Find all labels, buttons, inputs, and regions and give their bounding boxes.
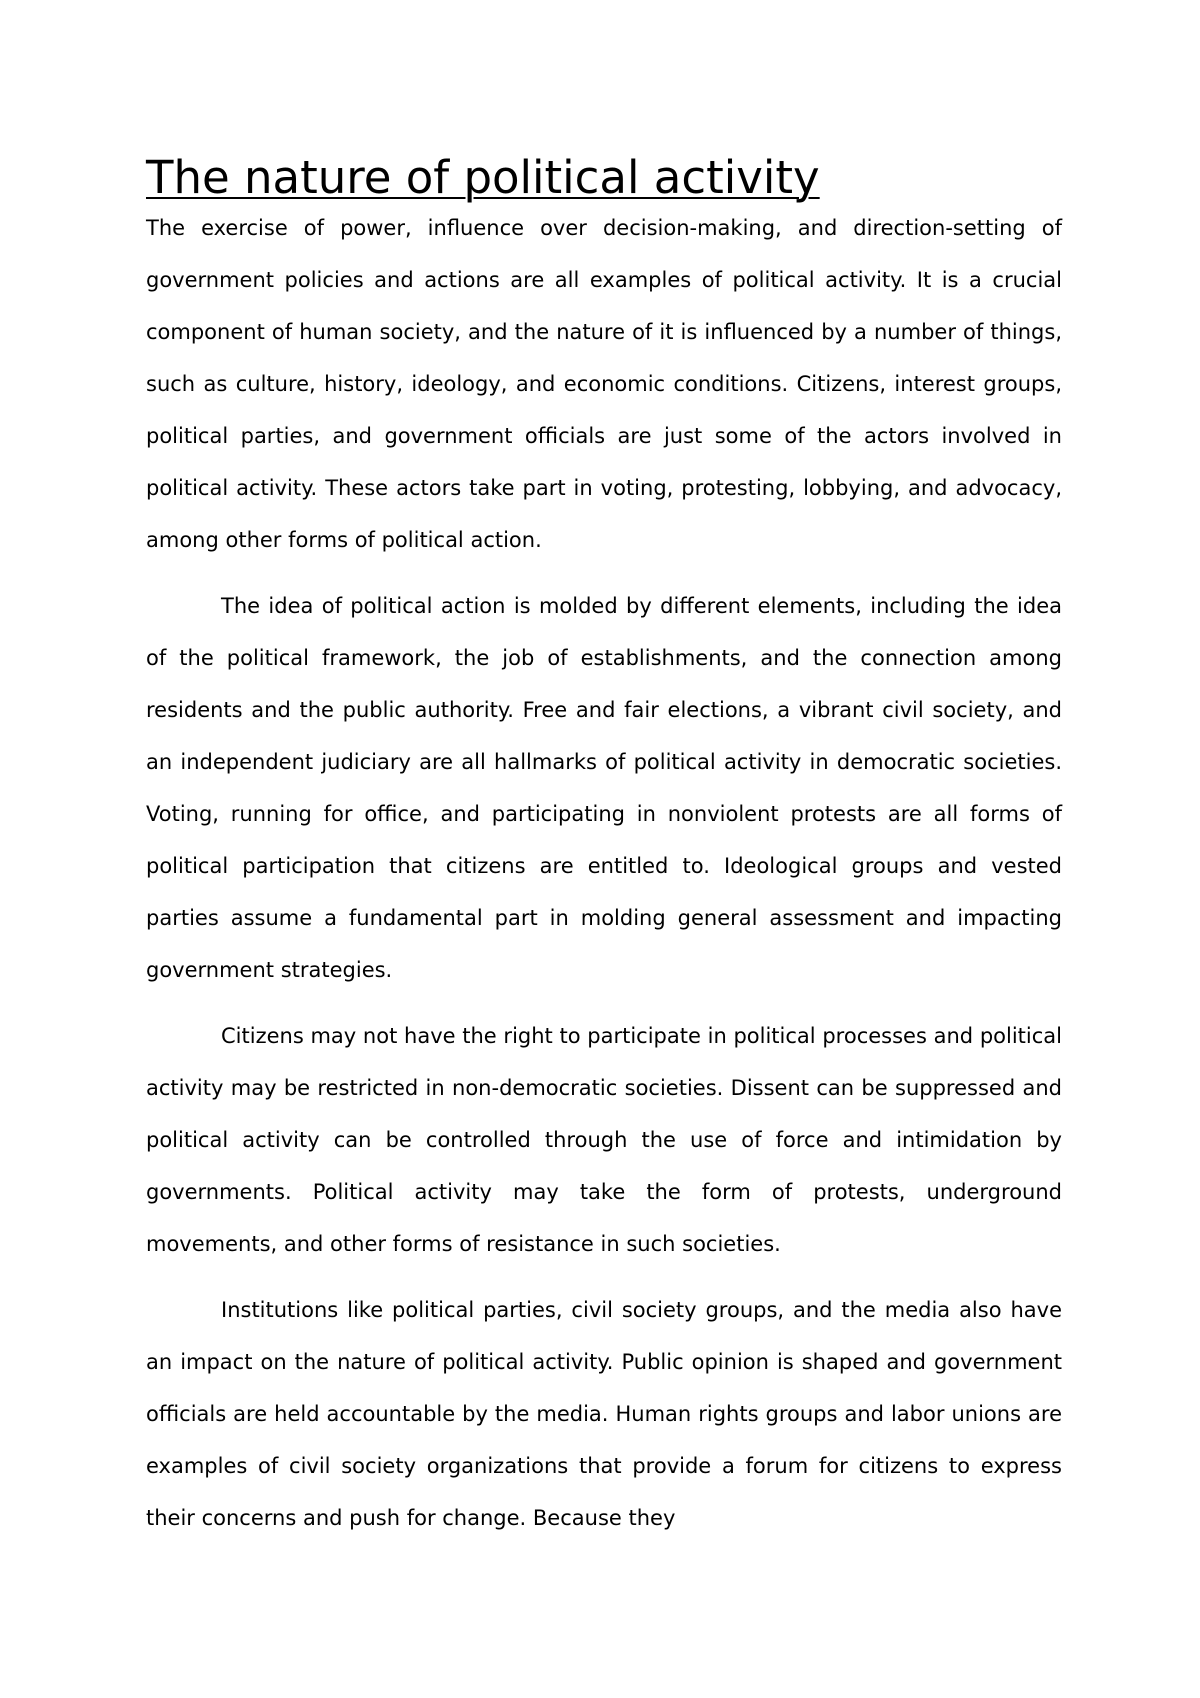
document-title: The nature of political activity (146, 151, 820, 204)
paragraph-2: The idea of political action is molded by different elements, including the idea of the political framework, the job of establishments, and the connection among residents and the public authority. Free and fair elections, a vibrant civil society, and an independent judiciary are all hallmarks of political activity in democratic societies. Voting, running for office, and participating in nonviolent protests are all forms of political participation that citizens are entitled to. Ideological groups and vested parties assume a fundamental part in molding general assessment and impacting government strategies. (146, 594, 1062, 982)
paragraph-4: Institutions like political parties, civil society groups, and the media also have an impact on the nature of political activity. Public opinion is shaped and government officials are held accountable by the media. Human rights groups and labor unions are examples of civil society organizations that provide a forum for citizens to express their concerns and push for change. Because they (146, 1298, 1062, 1530)
paragraph-3: Citizens may not have the right to participate in political processes and political activity may be restricted in non-democratic societies. Dissent can be suppressed and political activity can be controlled through the use of force and intimidation by governments. Political activity may take the form of protests, underground movements, and other forms of resistance in such societies. (146, 1024, 1062, 1256)
document-body (146, 150, 1062, 1544)
paragraph-1: The exercise of power, influence over decision-making, and direction-setting of government policies and actions are all examples of political activity. It is a crucial component of human society, and the nature of it is influenced by a number of things, such as culture, history, ideology, and economic conditions. Citizens, interest groups, political parties, and government officials are just some of the actors involved in political activity. These actors take part in voting, protesting, lobbying, and advocacy, among other forms of political action. (146, 216, 1062, 552)
